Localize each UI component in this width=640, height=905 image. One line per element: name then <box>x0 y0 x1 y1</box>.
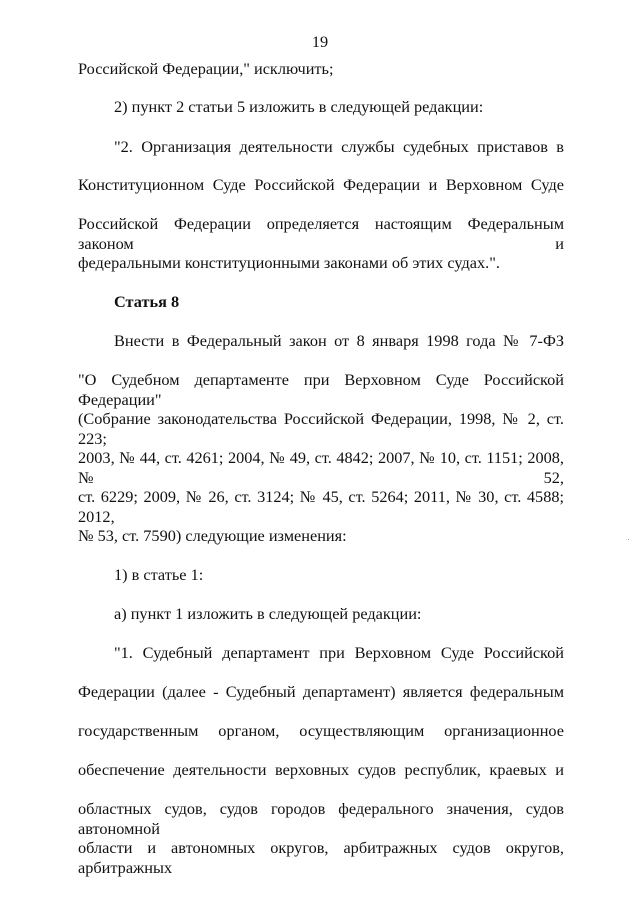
text-line: ст. 6229; 2009, № 26, ст. 3124; № 45, ст. 5264; 2011, № 30, ст. 4588; 2012, <box>78 487 564 526</box>
text-line: № 53, ст. 7590) следующие изменения: <box>78 526 347 545</box>
text-line: Конституционном Суде Российской Федерации и Верховном Суде <box>78 175 564 194</box>
text-line: "1. Судебный департамент при Верховном Суде Российской <box>114 643 564 662</box>
article-heading: Статья 8 <box>114 292 180 311</box>
text-line: Российской Федерации определяется настоящим Федеральным законом и <box>78 214 564 253</box>
scan-artifact <box>628 539 629 540</box>
text-line: 1) в статье 1: <box>114 565 204 584</box>
text-line: 2003, № 44, ст. 4261; 2004, № 49, ст. 4842; 2007, № 10, ст. 1151; 2008, № 52, <box>78 448 564 487</box>
text-line: Российской Федерации," исключить; <box>78 59 334 78</box>
text-line: государственным органом, осуществляющим организационное <box>78 721 564 740</box>
text-line: (Собрание законодательства Российской Федерации, 1998, № 2, ст. 223; <box>78 409 564 448</box>
page-number: 19 <box>311 32 329 51</box>
text-line: областных судов, судов городов федерального значения, судов автономной <box>78 799 564 838</box>
text-line: области и автономных округов, арбитражных судов округов, арбитражных <box>78 838 564 877</box>
text-line: обеспечение деятельности верховных судов республик, краевых и <box>78 760 564 779</box>
text-line: "2. Организация деятельности службы судебных приставов в <box>114 137 564 156</box>
text-line: "О Судебном департаменте при Верховном Суде Российской Федерации" <box>78 370 564 409</box>
text-line: федеральными конституционными законами об этих судах.". <box>78 253 500 272</box>
text-line: а) пункт 1 изложить в следующей редакции: <box>114 604 422 623</box>
text-line: 2) пункт 2 статьи 5 изложить в следующей редакции: <box>114 97 484 116</box>
text-line: Федерации (далее - Судебный департамент) является федеральным <box>78 682 564 701</box>
text-line: Внести в Федеральный закон от 8 января 1998 года № 7-ФЗ <box>114 331 564 350</box>
